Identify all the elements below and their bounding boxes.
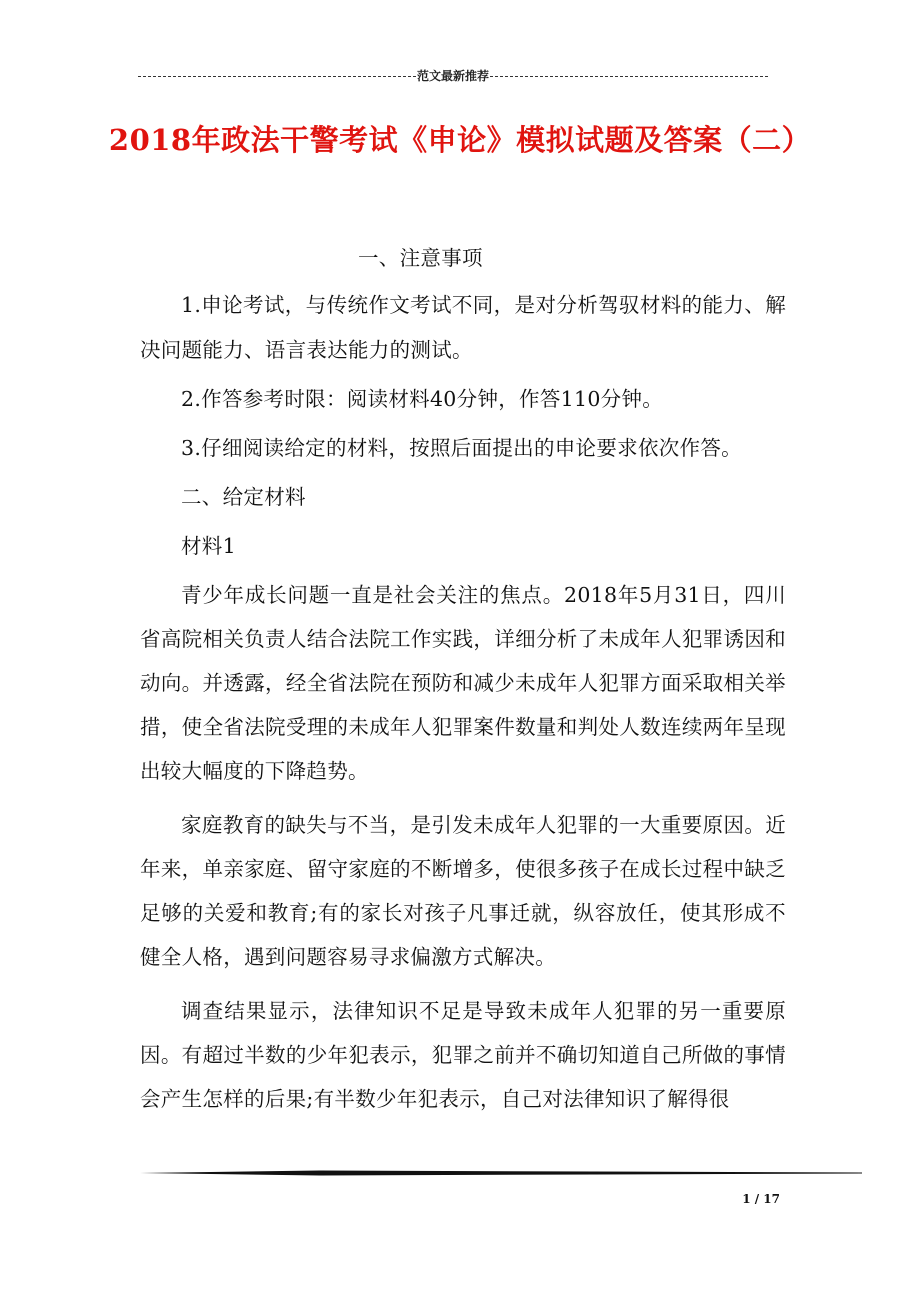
page-number: 1 / 17 bbox=[742, 1192, 780, 1206]
note-item-2: 2.作答参考时限：阅读材料40分钟，作答110分钟。 bbox=[181, 387, 664, 411]
paragraph-3: 调查结果显示，法律知识不足是导致未成年人犯罪的另一重要原因。有超过半数的少年犯表示，犯罪之前并不确切知道自己所做的事情会产生怎样的后果;有半数少年犯表示，自己对法律知识了解得很 bbox=[140, 999, 786, 1111]
paragraph-1: 青少年成长问题一直是社会关注的焦点。2018年5月31日，四川省高院相关负责人结合法院工作实践，详细分析了未成年人犯罪诱因和动向。并透露，经全省法院在预防和减少未成年人犯罪方面采取相关举措，使全省法院受理的未成年人犯罪案件数量和判处人数连续两年呈现出较大幅度的下降趋势。 bbox=[140, 583, 786, 783]
document-title: 2018年政法干警考试《申论》模拟试题及答案（二） bbox=[108, 123, 812, 157]
header-rule bbox=[138, 68, 768, 84]
note-item-3: 3.仔细阅读给定的材料，按照后面提出的申论要求依次作答。 bbox=[181, 436, 742, 460]
note-item-1: 1.申论考试，与传统作文考试不同，是对分析驾驭材料的能力、解决问题能力、语言表达能力的测试。 bbox=[140, 293, 786, 362]
document-body bbox=[140, 236, 786, 1131]
paragraph-2: 家庭教育的缺失与不当，是引发未成年人犯罪的一大重要原因。近年来，单亲家庭、留守家庭的不断增多，使很多孩子在成长过程中缺乏足够的关爱和教育;有的家长对孩子凡事迁就，纵容放任，使其形成不健全人格，遇到问题容易寻求偏激方式解决。 bbox=[140, 813, 786, 969]
material-label: 材料1 bbox=[181, 534, 236, 558]
section-heading-materials: 二、给定材料 bbox=[181, 485, 306, 509]
section-heading-notes: 一、注意事项 bbox=[358, 246, 483, 270]
header-dash-right bbox=[490, 76, 768, 77]
header-label: 范文最新推荐 bbox=[417, 69, 490, 83]
header-dash-left bbox=[138, 76, 416, 77]
footer-rule bbox=[140, 1170, 862, 1176]
